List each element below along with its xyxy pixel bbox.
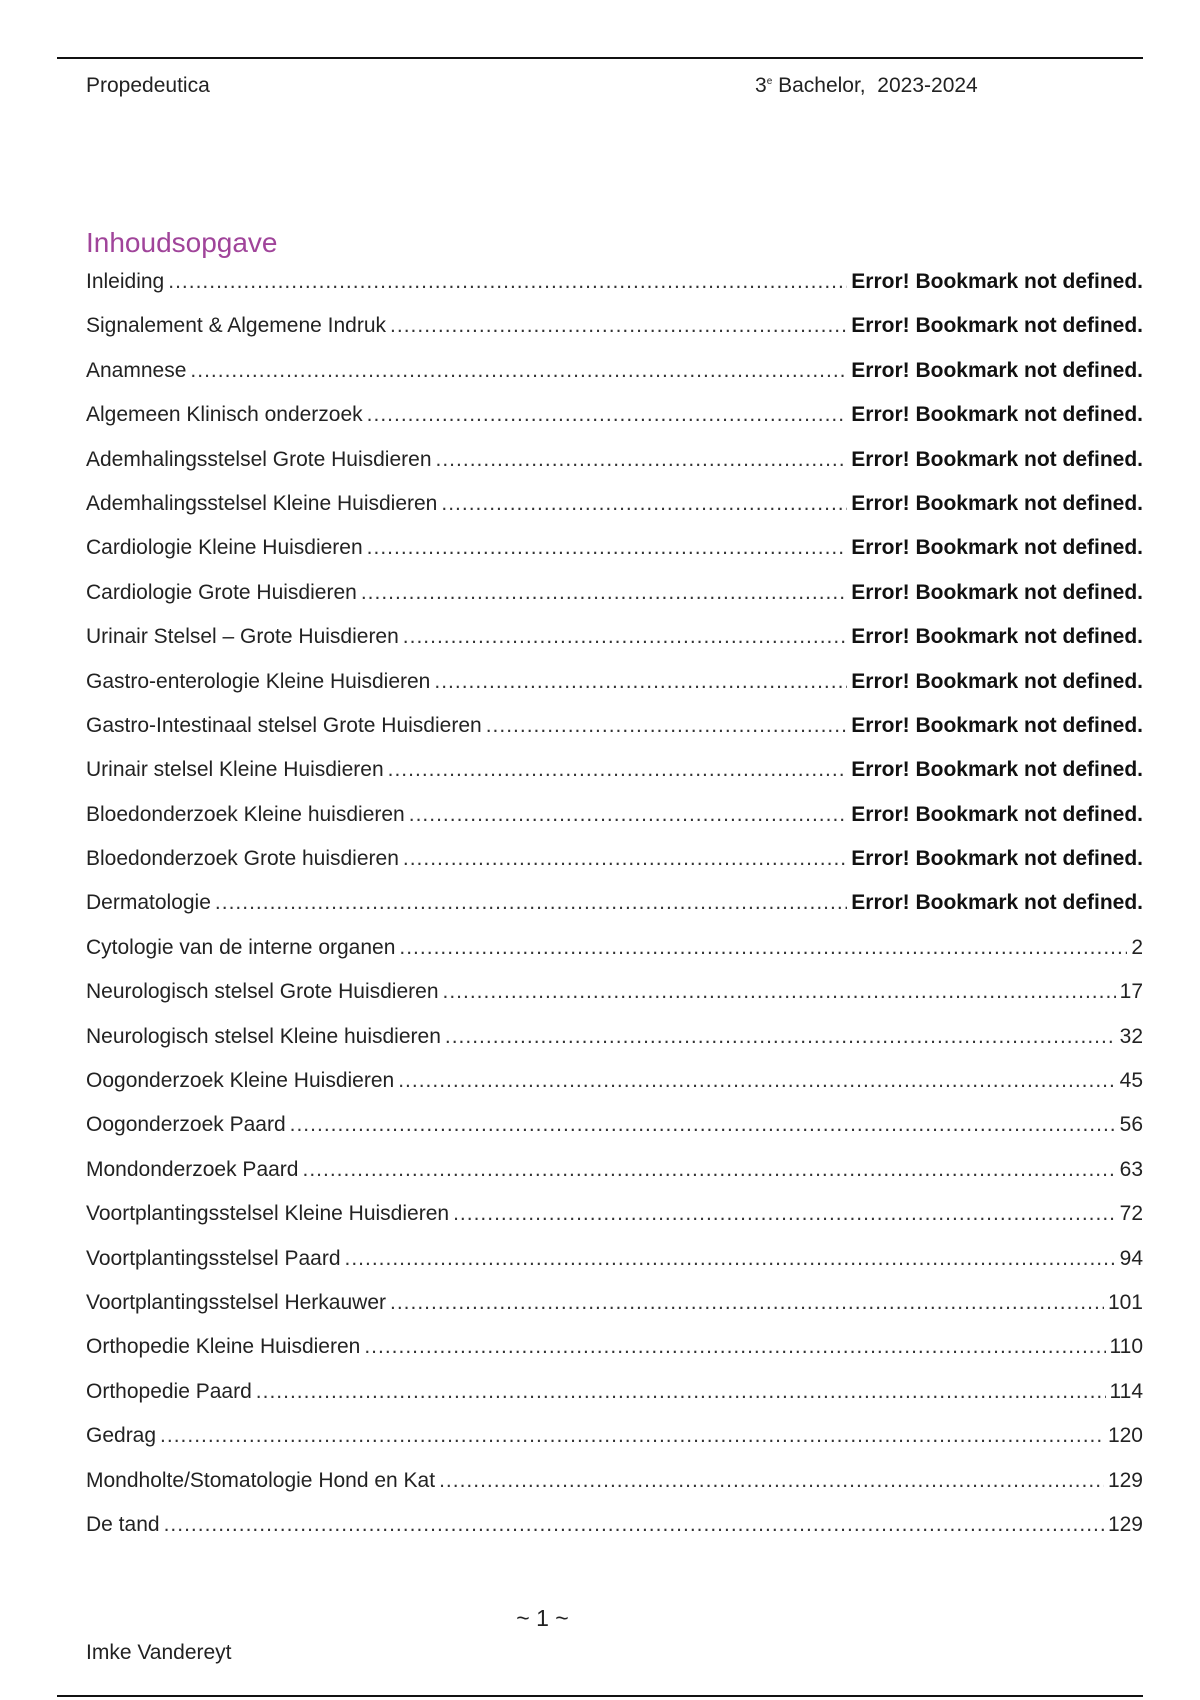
toc-entry-page[interactable]: 63 (1119, 1157, 1143, 1181)
toc-dot-leader (388, 755, 848, 785)
toc-entry-label[interactable]: Neurologisch stelsel Kleine huisdieren (86, 1024, 441, 1048)
toc-dot-leader (164, 1510, 1104, 1540)
toc-entry-label[interactable]: Orthopedie Paard (86, 1379, 252, 1403)
toc-entry-page[interactable]: Error! Bookmark not defined. (851, 536, 1143, 560)
toc-entry-label[interactable]: Algemeen Klinisch onderzoek (86, 403, 363, 427)
toc-entry[interactable] (86, 800, 1143, 844)
toc-entry-label[interactable]: Ademhalingsstelsel Grote Huisdieren (86, 447, 432, 471)
toc-entry[interactable] (86, 844, 1143, 888)
toc-entry[interactable] (86, 489, 1143, 533)
toc-dot-leader (443, 977, 1116, 1007)
toc-dot-leader (390, 311, 847, 341)
toc-entry-label[interactable]: Urinair Stelsel – Grote Huisdieren (86, 625, 399, 649)
toc-entry-page[interactable]: 110 (1109, 1335, 1143, 1359)
toc-dot-leader (168, 267, 847, 297)
toc-entry[interactable] (86, 711, 1143, 755)
toc-entry[interactable] (86, 977, 1143, 1021)
header-year (755, 74, 978, 98)
toc-dot-leader (434, 667, 847, 697)
toc-entry[interactable] (86, 578, 1143, 622)
toc-entry-label[interactable]: Oogonderzoek Kleine Huisdieren (86, 1069, 395, 1093)
toc-entry-label[interactable]: Anamnese (86, 358, 187, 382)
toc-entry-label[interactable]: Cardiologie Grote Huisdieren (86, 580, 357, 604)
toc-entry-label[interactable]: Gedrag (86, 1424, 157, 1448)
toc-entry[interactable] (86, 1199, 1143, 1243)
toc-entry-label[interactable]: Ademhalingsstelsel Kleine Huisdieren (86, 491, 438, 515)
toc-entry-page[interactable]: 56 (1119, 1113, 1143, 1137)
toc-entry-label[interactable]: Voortplantingsstelsel Kleine Huisdieren (86, 1202, 450, 1226)
toc-entry-label[interactable]: Gastro-Intestinaal stelsel Grote Huisdieren (86, 713, 482, 737)
toc-entry[interactable] (86, 267, 1143, 311)
toc-entry-page[interactable]: 129 (1107, 1512, 1143, 1536)
toc-entry-page[interactable]: Error! Bookmark not defined. (851, 358, 1143, 382)
toc-entry-label[interactable]: Gastro-enterologie Kleine Huisdieren (86, 669, 431, 693)
toc-entry-label[interactable]: Urinair stelsel Kleine Huisdieren (86, 758, 384, 782)
toc-entry-page[interactable]: Error! Bookmark not defined. (851, 891, 1143, 915)
toc-entry-label[interactable]: Inleiding (86, 270, 165, 293)
table-of-contents (86, 267, 1143, 1554)
toc-entry[interactable] (86, 1421, 1143, 1465)
toc-entry-page[interactable]: Error! Bookmark not defined. (851, 847, 1143, 871)
toc-entry-page[interactable]: 2 (1131, 935, 1143, 959)
toc-entry-page[interactable]: Error! Bookmark not defined. (851, 580, 1143, 604)
toc-entry[interactable] (86, 667, 1143, 711)
toc-entry-label[interactable]: Oogonderzoek Paard (86, 1113, 286, 1137)
toc-entry-label[interactable]: Cytologie van de interne organen (86, 935, 396, 959)
toc-dot-leader (441, 489, 847, 519)
toc-dot-leader (409, 800, 848, 830)
toc-entry-label[interactable]: Mondonderzoek Paard (86, 1157, 299, 1181)
toc-entry-page[interactable]: Error! Bookmark not defined. (851, 758, 1143, 782)
toc-entry-label[interactable]: Orthopedie Kleine Huisdieren (86, 1335, 361, 1359)
toc-title: Inhoudsopgave (86, 227, 278, 258)
toc-entry[interactable] (86, 533, 1143, 577)
toc-dot-leader (436, 445, 848, 475)
toc-entry-label[interactable]: Bloedonderzoek Kleine huisdieren (86, 802, 405, 826)
toc-entry-label[interactable]: Voortplantingsstelsel Herkauwer (86, 1290, 386, 1314)
toc-entry-page[interactable]: 120 (1107, 1424, 1143, 1448)
toc-dot-leader (403, 622, 848, 652)
page-number: ~ 1 ~ (516, 1605, 569, 1631)
toc-entry-page[interactable]: 101 (1107, 1290, 1143, 1314)
toc-entry-page[interactable]: Error! Bookmark not defined. (851, 669, 1143, 693)
toc-dot-leader (302, 1155, 1115, 1185)
toc-entry-page[interactable]: Error! Bookmark not defined. (851, 270, 1143, 293)
toc-entry[interactable] (86, 1155, 1143, 1199)
toc-entry-page[interactable]: 72 (1119, 1202, 1143, 1226)
toc-dot-leader (160, 1421, 1104, 1451)
toc-entry-label[interactable]: Cardiologie Kleine Huisdieren (86, 536, 363, 560)
toc-entry-page[interactable]: 45 (1119, 1069, 1143, 1093)
toc-entry[interactable] (86, 1288, 1143, 1332)
toc-dot-leader (290, 1110, 1116, 1140)
toc-dot-leader (215, 888, 847, 918)
toc-entry-label[interactable]: Mondholte/Stomatologie Hond en Kat (86, 1468, 436, 1492)
toc-entry[interactable] (86, 1377, 1143, 1421)
toc-entry-page[interactable]: Error! Bookmark not defined. (851, 491, 1143, 515)
toc-entry-page[interactable]: 114 (1109, 1379, 1143, 1403)
toc-dot-leader (453, 1199, 1116, 1229)
toc-entry-page[interactable]: Error! Bookmark not defined. (851, 447, 1143, 471)
toc-entry[interactable] (86, 1110, 1143, 1154)
footer-author: Imke Vandereyt (86, 1641, 232, 1664)
toc-dot-leader (190, 356, 847, 386)
toc-entry-page[interactable]: 129 (1107, 1468, 1143, 1492)
header-year-prefix: 3 (755, 74, 767, 97)
toc-entry-page[interactable]: Error! Bookmark not defined. (851, 314, 1143, 338)
toc-dot-leader (399, 933, 1127, 963)
toc-dot-leader (445, 1022, 1116, 1052)
toc-entry-label[interactable]: Dermatologie (86, 891, 211, 915)
toc-dot-leader (403, 844, 847, 874)
toc-entry[interactable] (86, 400, 1143, 444)
toc-dot-leader (390, 1288, 1104, 1318)
toc-entry[interactable] (86, 1332, 1143, 1376)
toc-entry[interactable] (86, 1244, 1143, 1288)
toc-dot-leader (361, 578, 847, 608)
toc-dot-leader (364, 1332, 1105, 1362)
toc-entry[interactable] (86, 311, 1143, 355)
toc-dot-leader (486, 711, 848, 741)
toc-entry-label[interactable]: Voortplantingsstelsel Paard (86, 1246, 341, 1270)
toc-entry-label[interactable]: Neurologisch stelsel Grote Huisdieren (86, 980, 439, 1004)
toc-entry[interactable] (86, 888, 1143, 932)
toc-entry-page[interactable]: 17 (1119, 980, 1143, 1004)
toc-entry-label[interactable]: De tand (86, 1512, 160, 1536)
toc-entry[interactable] (86, 1022, 1143, 1066)
toc-entry[interactable] (86, 356, 1143, 400)
toc-dot-leader (256, 1377, 1106, 1407)
toc-entry[interactable] (86, 622, 1143, 666)
toc-entry[interactable] (86, 1066, 1143, 1110)
toc-entry-page[interactable]: 94 (1119, 1246, 1143, 1270)
footer-rule (57, 1695, 1143, 1697)
header-rule (57, 57, 1143, 59)
toc-entry-page[interactable]: Error! Bookmark not defined. (851, 802, 1143, 826)
toc-dot-leader (367, 533, 848, 563)
toc-entry-page[interactable]: 32 (1119, 1024, 1143, 1048)
toc-entry-label[interactable]: Signalement & Algemene Indruk (86, 314, 387, 338)
toc-dot-leader (367, 400, 848, 430)
toc-entry[interactable] (86, 1466, 1143, 1510)
header-course: Propedeutica (86, 74, 210, 97)
toc-dot-leader (439, 1466, 1104, 1496)
toc-entry[interactable] (86, 445, 1143, 489)
toc-entry-page[interactable]: Error! Bookmark not defined. (851, 403, 1143, 427)
toc-dot-leader (345, 1244, 1116, 1274)
toc-entry[interactable] (86, 755, 1143, 799)
toc-entry-page[interactable]: Error! Bookmark not defined. (851, 625, 1143, 649)
toc-entry-page[interactable]: Error! Bookmark not defined. (851, 713, 1143, 737)
toc-dot-leader (398, 1066, 1115, 1096)
toc-entry[interactable] (86, 933, 1143, 977)
header-year-superscript: e (766, 76, 773, 87)
header-year-suffix: Bachelor, 2023-2024 (772, 74, 978, 97)
toc-entry-label[interactable]: Bloedonderzoek Grote huisdieren (86, 847, 399, 871)
toc-entry[interactable] (86, 1510, 1143, 1554)
